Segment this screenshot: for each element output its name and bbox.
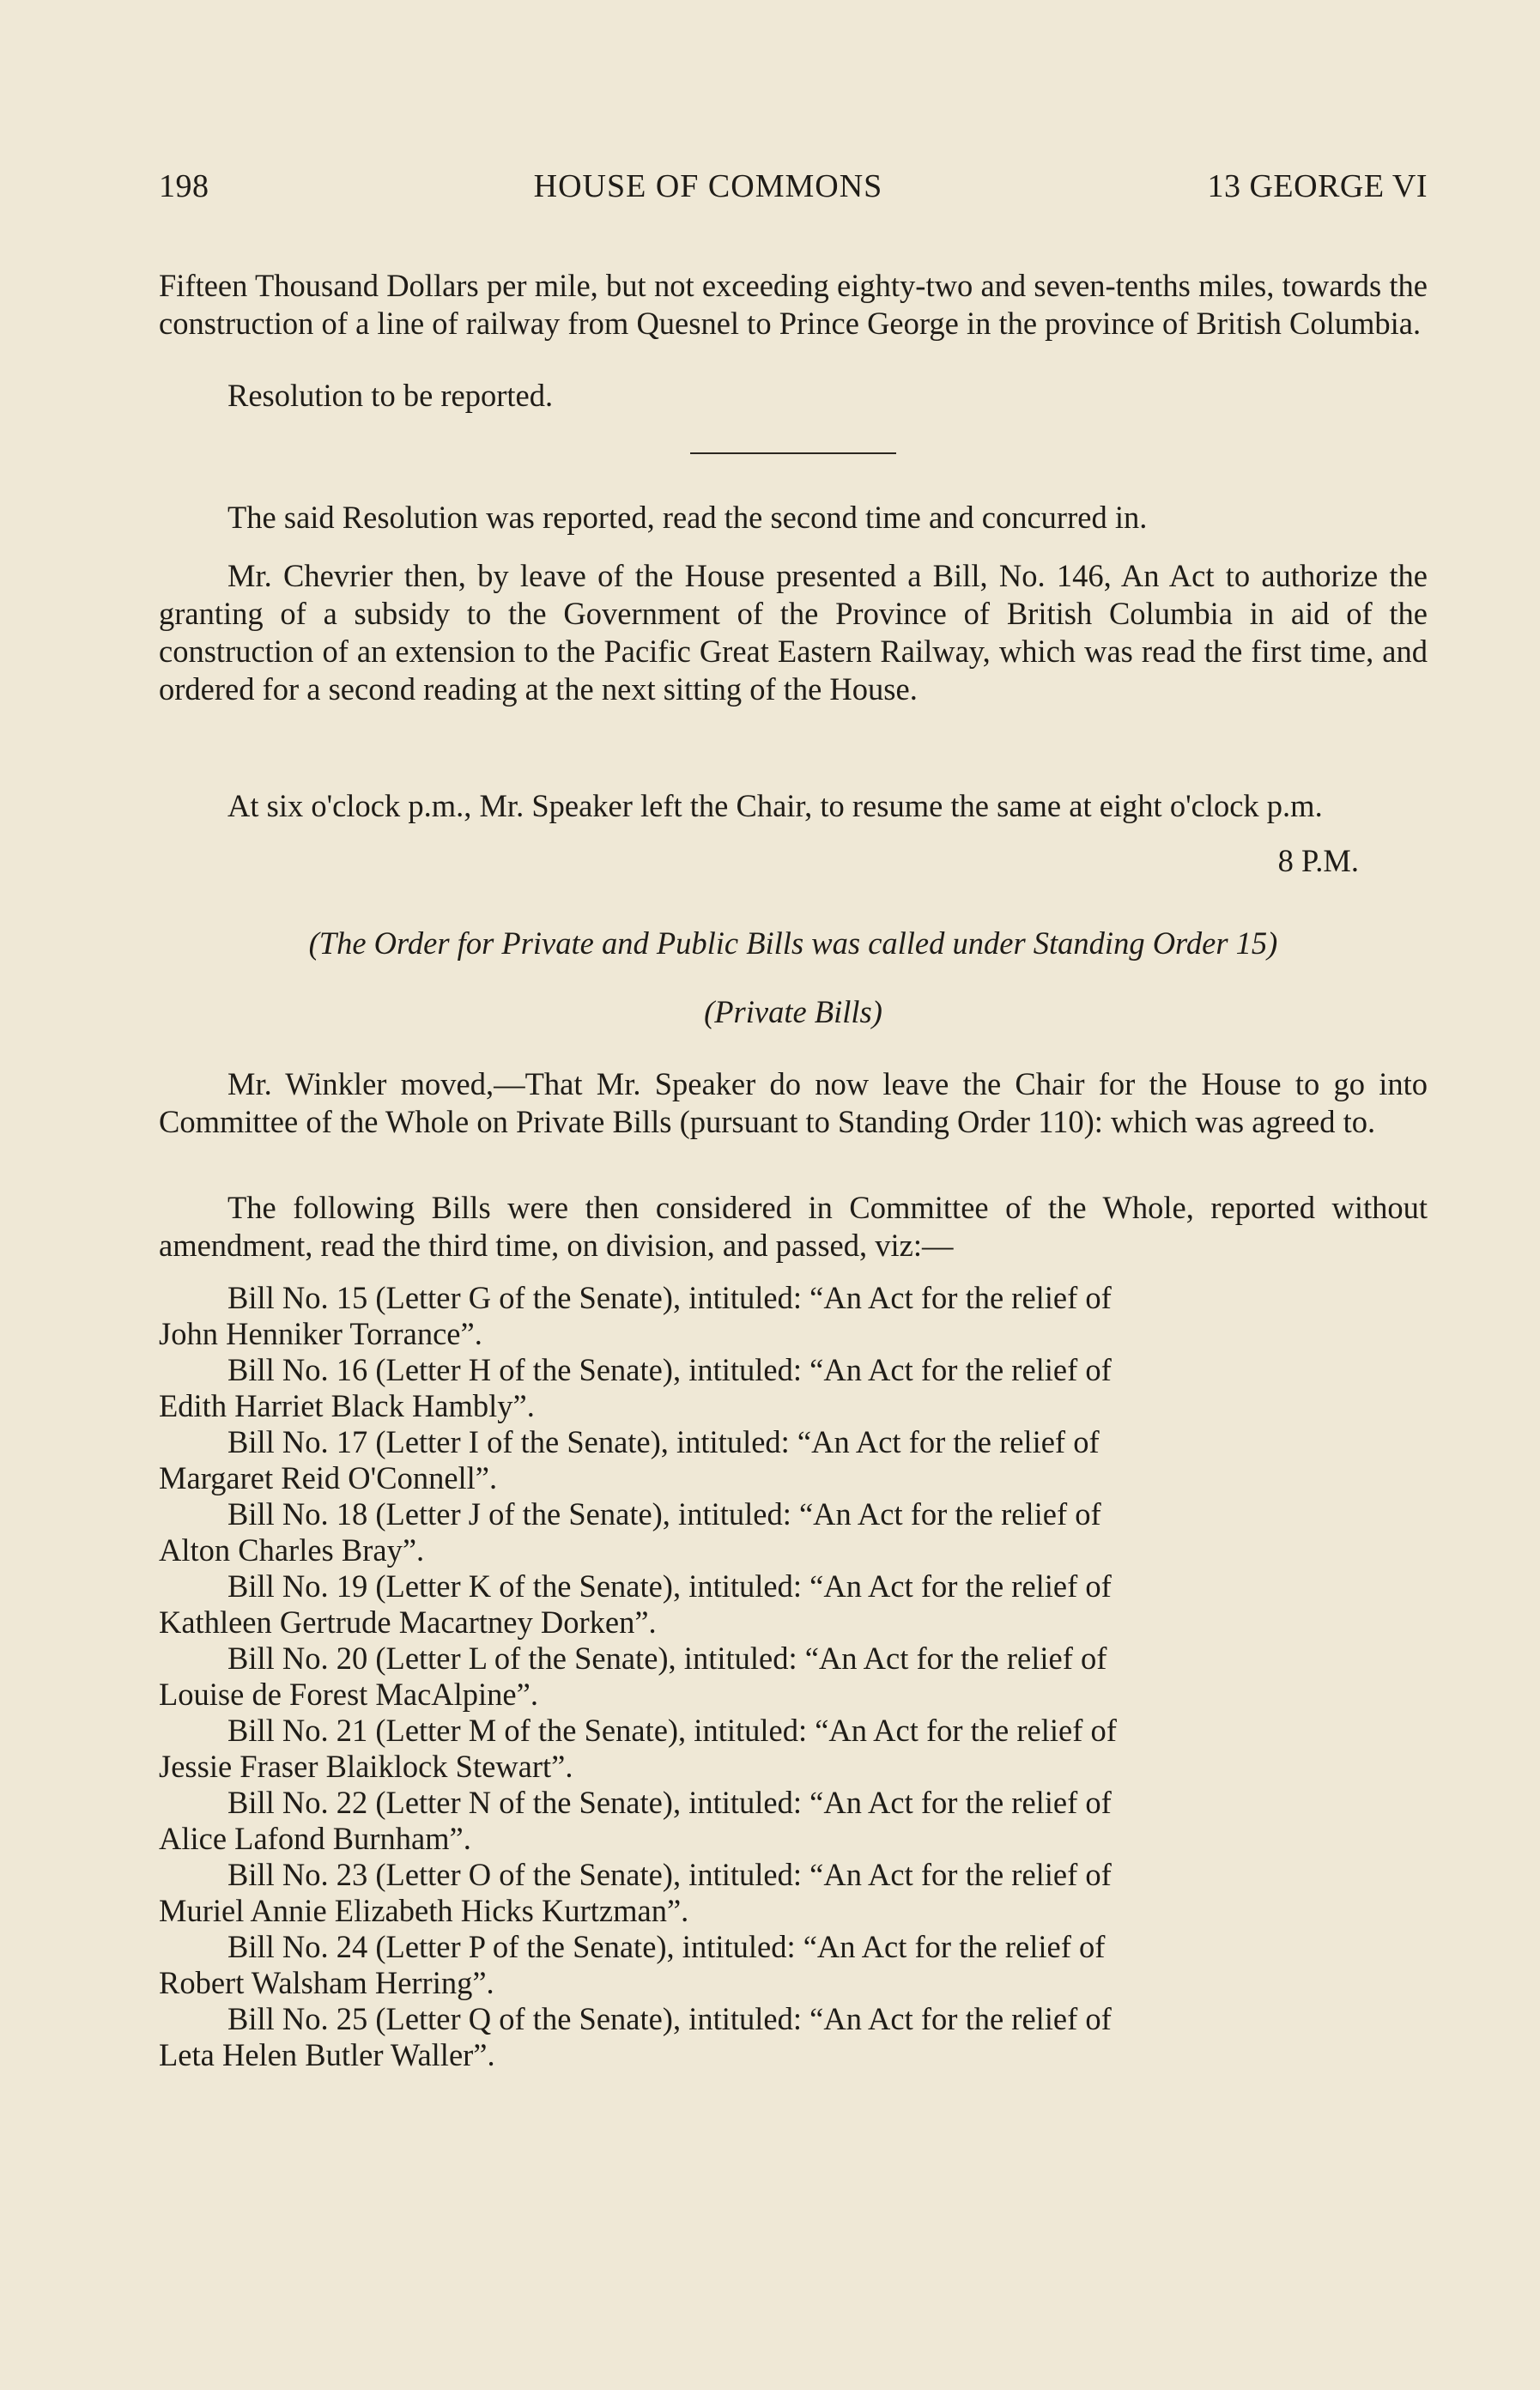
list-item: Bill No. 19 (Letter K of the Senate), intituled: “An Act for the relief of Kathleen Gertrude Macartney Dorken”.: [159, 1568, 1112, 1640]
paragraph-following-bills: The following Bills were then considered in Committee of the Whole, reported without amendment, read the third time, on division, and passed, viz:—: [159, 1190, 1428, 1263]
paragraph-subsidy-continuation: Fifteen Thousand Dollars per mile, but not exceeding eighty-two and seven-tenths miles, towards the construction of a line of railway from Quesnel to Prince George in the province of British Columbia.: [159, 268, 1428, 341]
bill-list: [159, 1280, 1428, 2073]
list-item: Bill No. 23 (Letter O of the Senate), intituled: “An Act for the relief of Muriel Annie Elizabeth Hicks Kurtzman”.: [159, 1857, 1112, 1928]
list-item: Bill No. 22 (Letter N of the Senate), intituled: “An Act for the relief of Alice Lafond Burnham”.: [159, 1785, 1112, 1856]
page-number: 198: [159, 168, 209, 204]
session-label: 13 GEORGE VI: [1207, 168, 1428, 204]
time-heading: 8 P.M.: [1277, 843, 1359, 878]
standing-order-note: (The Order for Private and Public Bills was called under Standing Order 15): [308, 925, 1278, 961]
section-divider: [159, 452, 1428, 454]
paragraph-resolution-reported: Resolution to be reported.: [227, 378, 554, 413]
paragraph-resolution-concurred: The said Resolution was reported, read the second time and concurred in.: [227, 500, 1148, 535]
list-item: Bill No. 16 (Letter H of the Senate), intituled: “An Act for the relief of Edith Harriet Black Hambly”.: [159, 1352, 1112, 1423]
private-bills-heading: (Private Bills): [704, 994, 882, 1029]
list-item: Bill No. 15 (Letter G of the Senate), intituled: “An Act for the relief of John Henniker Torrance”.: [159, 1280, 1112, 1351]
list-item: Bill No. 24 (Letter P of the Senate), intituled: “An Act for the relief of Robert Walsham Herring”.: [159, 1929, 1106, 2000]
document-page: [159, 167, 1428, 2073]
paragraph-bill-146: Mr. Chevrier then, by leave of the House presented a Bill, No. 146, An Act to authorize the granting of a subsidy to the Government of the Province of British Columbia in aid of the construction of an extension to the Pacific Great Eastern Railway, which was read the first time, and ordered for a second reading at the next sitting of the House.: [159, 558, 1428, 707]
list-item: Bill No. 21 (Letter M of the Senate), intituled: “An Act for the relief of Jessie Fraser Blaiklock Stewart”.: [159, 1713, 1117, 1784]
list-item: Bill No. 20 (Letter L of the Senate), intituled: “An Act for the relief of Louise de Forest MacAlpine”.: [159, 1641, 1107, 1712]
page-title: HOUSE OF COMMONS: [533, 168, 883, 204]
running-head: [159, 167, 1428, 205]
paragraph-winkler-motion: Mr. Winkler moved,—That Mr. Speaker do now leave the Chair for the House to go into Committee of the Whole on Private Bills (pursuant to Standing Order 110): which was agreed to.: [159, 1066, 1428, 1139]
paragraph-speaker-left: At six o'clock p.m., Mr. Speaker left the Chair, to resume the same at eight o'clock p.m.: [227, 788, 1323, 823]
list-item: Bill No. 18 (Letter J of the Senate), intituled: “An Act for the relief of Alton Charles Bray”.: [159, 1496, 1101, 1568]
list-item: Bill No. 17 (Letter I of the Senate), intituled: “An Act for the relief of Margaret Reid O'Connell”.: [159, 1424, 1100, 1495]
list-item: Bill No. 25 (Letter Q of the Senate), intituled: “An Act for the relief of Leta Helen Butler Waller”.: [159, 2001, 1112, 2072]
